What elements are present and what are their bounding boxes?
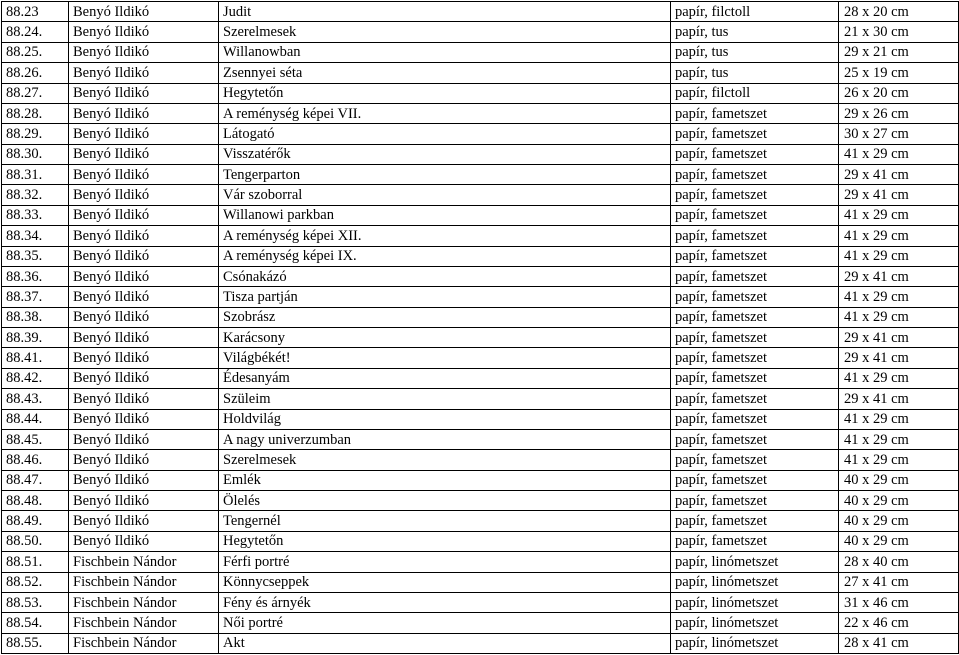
artist-cell: Benyó Ildikó [69,63,219,83]
title-cell: Judit [219,2,671,22]
title-cell: Emlék [219,470,671,490]
artist-cell: Benyó Ildikó [69,226,219,246]
technique-cell: papír, fametszet [671,368,839,388]
size-cell: 40 x 29 cm [839,531,959,551]
inventory-number-cell: 88.35. [2,246,69,266]
inventory-number-cell: 88.49. [2,511,69,531]
table-row [2,368,959,388]
title-cell: A reménység képei XII. [219,226,671,246]
size-cell: 41 x 29 cm [839,287,959,307]
table-row [2,429,959,449]
table-row [2,83,959,103]
artist-cell: Benyó Ildikó [69,83,219,103]
inventory-number-cell: 88.28. [2,103,69,123]
inventory-number-cell: 88.30. [2,144,69,164]
inventory-number-cell: 88.25. [2,42,69,62]
title-cell: Karácsony [219,328,671,348]
artist-cell: Benyó Ildikó [69,328,219,348]
inventory-number-cell: 88.50. [2,531,69,551]
title-cell: A reménység képei VII. [219,103,671,123]
artist-cell: Benyó Ildikó [69,144,219,164]
inventory-number-cell: 88.43. [2,389,69,409]
artist-cell: Benyó Ildikó [69,22,219,42]
size-cell: 40 x 29 cm [839,491,959,511]
technique-cell: papír, fametszet [671,226,839,246]
size-cell: 31 x 46 cm [839,592,959,612]
table-row [2,42,959,62]
size-cell: 27 x 41 cm [839,572,959,592]
technique-cell: papír, linómetszet [671,552,839,572]
title-cell: Akt [219,633,671,653]
size-cell: 21 x 30 cm [839,22,959,42]
size-cell: 22 x 46 cm [839,613,959,633]
inventory-number-cell: 88.47. [2,470,69,490]
title-cell: Willanowi parkban [219,205,671,225]
technique-cell: papír, fametszet [671,450,839,470]
title-cell: Willanowban [219,42,671,62]
technique-cell: papír, fametszet [671,266,839,286]
title-cell: Visszatérők [219,144,671,164]
table-row [2,572,959,592]
artist-cell: Benyó Ildikó [69,307,219,327]
technique-cell: papír, tus [671,63,839,83]
artist-cell: Benyó Ildikó [69,368,219,388]
size-cell: 29 x 41 cm [839,266,959,286]
inventory-number-cell: 88.27. [2,83,69,103]
size-cell: 41 x 29 cm [839,429,959,449]
technique-cell: papír, fametszet [671,205,839,225]
table-row [2,63,959,83]
table-row [2,307,959,327]
title-cell: Hegytetőn [219,531,671,551]
inventory-number-cell: 88.38. [2,307,69,327]
size-cell: 28 x 20 cm [839,2,959,22]
title-cell: Könnycseppek [219,572,671,592]
technique-cell: papír, fametszet [671,307,839,327]
title-cell: Csónakázó [219,266,671,286]
inventory-number-cell: 88.42. [2,368,69,388]
technique-cell: papír, fametszet [671,328,839,348]
inventory-number-cell: 88.52. [2,572,69,592]
size-cell: 41 x 29 cm [839,450,959,470]
technique-cell: papír, linómetszet [671,592,839,612]
inventory-table [1,1,959,654]
table-row [2,144,959,164]
table-row [2,22,959,42]
table-row [2,511,959,531]
technique-cell: papír, tus [671,42,839,62]
technique-cell: papír, linómetszet [671,633,839,653]
size-cell: 41 x 29 cm [839,368,959,388]
table-row [2,103,959,123]
artist-cell: Benyó Ildikó [69,2,219,22]
size-cell: 29 x 41 cm [839,328,959,348]
table-row [2,226,959,246]
title-cell: Édesanyám [219,368,671,388]
table-row [2,592,959,612]
title-cell: Tisza partján [219,287,671,307]
inventory-table-body [2,2,959,654]
table-row [2,124,959,144]
technique-cell: papír, fametszet [671,165,839,185]
table-row [2,470,959,490]
technique-cell: papír, fametszet [671,389,839,409]
title-cell: Férfi portré [219,552,671,572]
artist-cell: Fischbein Nándor [69,592,219,612]
table-row [2,165,959,185]
table-row [2,531,959,551]
table-row [2,552,959,572]
technique-cell: papír, fametszet [671,144,839,164]
artist-cell: Benyó Ildikó [69,246,219,266]
inventory-number-cell: 88.54. [2,613,69,633]
title-cell: Szüleim [219,389,671,409]
size-cell: 28 x 40 cm [839,552,959,572]
title-cell: Hegytetőn [219,83,671,103]
title-cell: Szobrász [219,307,671,327]
inventory-number-cell: 88.26. [2,63,69,83]
size-cell: 28 x 41 cm [839,633,959,653]
technique-cell: papír, fametszet [671,511,839,531]
inventory-number-cell: 88.24. [2,22,69,42]
inventory-number-cell: 88.46. [2,450,69,470]
size-cell: 41 x 29 cm [839,409,959,429]
technique-cell: papír, fametszet [671,409,839,429]
artist-cell: Benyó Ildikó [69,409,219,429]
artist-cell: Benyó Ildikó [69,491,219,511]
artist-cell: Benyó Ildikó [69,348,219,368]
artist-cell: Benyó Ildikó [69,42,219,62]
title-cell: A reménység képei IX. [219,246,671,266]
technique-cell: papír, fametszet [671,531,839,551]
artist-cell: Benyó Ildikó [69,389,219,409]
artist-cell: Benyó Ildikó [69,429,219,449]
technique-cell: papír, filctoll [671,2,839,22]
size-cell: 26 x 20 cm [839,83,959,103]
inventory-number-cell: 88.37. [2,287,69,307]
inventory-number-cell: 88.53. [2,592,69,612]
table-row [2,633,959,653]
table-row [2,389,959,409]
title-cell: Vár szoborral [219,185,671,205]
inventory-number-cell: 88.41. [2,348,69,368]
artist-cell: Benyó Ildikó [69,124,219,144]
title-cell: Női portré [219,613,671,633]
size-cell: 29 x 41 cm [839,185,959,205]
technique-cell: papír, fametszet [671,429,839,449]
title-cell: Zsennyei séta [219,63,671,83]
technique-cell: papír, fametszet [671,124,839,144]
artist-cell: Benyó Ildikó [69,185,219,205]
artist-cell: Benyó Ildikó [69,165,219,185]
inventory-number-cell: 88.48. [2,491,69,511]
artist-cell: Benyó Ildikó [69,287,219,307]
technique-cell: papír, fametszet [671,491,839,511]
size-cell: 40 x 29 cm [839,511,959,531]
technique-cell: papír, linómetszet [671,613,839,633]
size-cell: 41 x 29 cm [839,144,959,164]
table-row [2,409,959,429]
table-row [2,246,959,266]
table-row [2,185,959,205]
table-row [2,328,959,348]
artist-cell: Benyó Ildikó [69,470,219,490]
size-cell: 25 x 19 cm [839,63,959,83]
size-cell: 29 x 41 cm [839,389,959,409]
technique-cell: papír, fametszet [671,287,839,307]
table-row [2,491,959,511]
title-cell: Szerelmesek [219,450,671,470]
inventory-number-cell: 88.51. [2,552,69,572]
artist-cell: Benyó Ildikó [69,511,219,531]
artist-cell: Fischbein Nándor [69,633,219,653]
technique-cell: papír, fametszet [671,470,839,490]
size-cell: 41 x 29 cm [839,307,959,327]
inventory-number-cell: 88.55. [2,633,69,653]
table-row [2,348,959,368]
artist-cell: Fischbein Nándor [69,572,219,592]
table-row [2,450,959,470]
inventory-number-cell: 88.32. [2,185,69,205]
table-row [2,205,959,225]
artist-cell: Benyó Ildikó [69,103,219,123]
artist-cell: Fischbein Nándor [69,613,219,633]
size-cell: 41 x 29 cm [839,246,959,266]
title-cell: Világbékét! [219,348,671,368]
title-cell: Tengerparton [219,165,671,185]
title-cell: Látogató [219,124,671,144]
title-cell: Tengernél [219,511,671,531]
technique-cell: papír, fametszet [671,348,839,368]
inventory-number-cell: 88.29. [2,124,69,144]
title-cell: A nagy univerzumban [219,429,671,449]
artist-cell: Fischbein Nándor [69,552,219,572]
technique-cell: papír, linómetszet [671,572,839,592]
technique-cell: papír, fametszet [671,185,839,205]
inventory-number-cell: 88.39. [2,328,69,348]
size-cell: 41 x 29 cm [839,226,959,246]
artist-cell: Benyó Ildikó [69,266,219,286]
inventory-number-cell: 88.23 [2,2,69,22]
inventory-number-cell: 88.34. [2,226,69,246]
size-cell: 40 x 29 cm [839,470,959,490]
table-row [2,613,959,633]
technique-cell: papír, filctoll [671,83,839,103]
size-cell: 30 x 27 cm [839,124,959,144]
inventory-number-cell: 88.33. [2,205,69,225]
title-cell: Holdvilág [219,409,671,429]
technique-cell: papír, fametszet [671,246,839,266]
table-row [2,2,959,22]
size-cell: 29 x 26 cm [839,103,959,123]
table-row [2,287,959,307]
inventory-number-cell: 88.31. [2,165,69,185]
size-cell: 41 x 29 cm [839,205,959,225]
size-cell: 29 x 41 cm [839,348,959,368]
size-cell: 29 x 41 cm [839,165,959,185]
inventory-number-cell: 88.36. [2,266,69,286]
technique-cell: papír, fametszet [671,103,839,123]
inventory-number-cell: 88.44. [2,409,69,429]
technique-cell: papír, tus [671,22,839,42]
artist-cell: Benyó Ildikó [69,450,219,470]
table-row [2,266,959,286]
artist-cell: Benyó Ildikó [69,205,219,225]
title-cell: Fény és árnyék [219,592,671,612]
inventory-number-cell: 88.45. [2,429,69,449]
artist-cell: Benyó Ildikó [69,531,219,551]
title-cell: Szerelmesek [219,22,671,42]
size-cell: 29 x 21 cm [839,42,959,62]
title-cell: Ölelés [219,491,671,511]
